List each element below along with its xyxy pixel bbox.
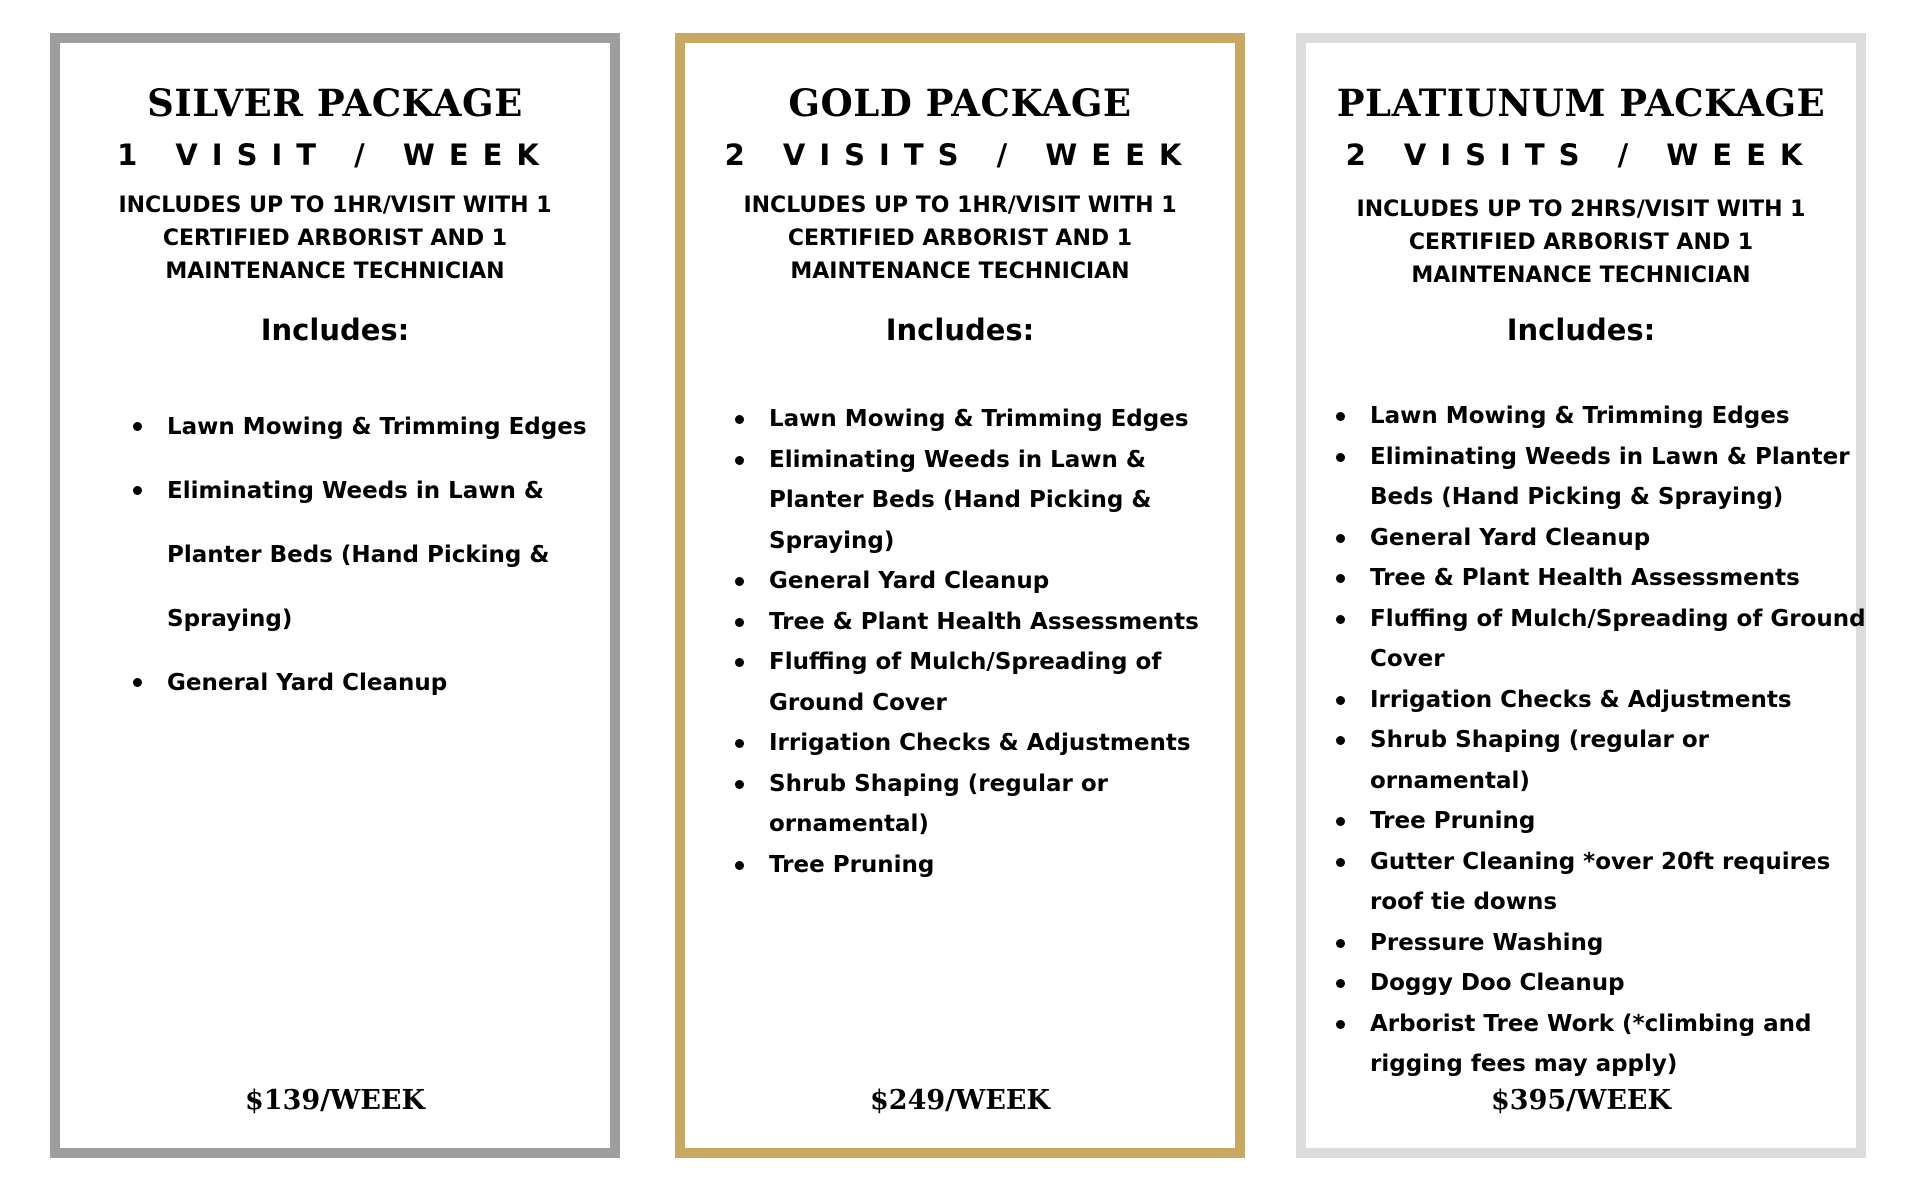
feature-item: Lawn Mowing & Trimming Edges bbox=[735, 399, 1235, 440]
package-title: GOLD PACKAGE bbox=[788, 81, 1132, 125]
includes-heading: Includes: bbox=[260, 313, 410, 347]
feature-item: Eliminating Weeds in Lawn & Planter Beds (Hand Picking & Spraying) bbox=[133, 459, 603, 651]
feature-item: Tree & Plant Health Assessments bbox=[735, 602, 1235, 643]
feature-item: Lawn Mowing & Trimming Edges bbox=[1336, 396, 1866, 437]
feature-item: Doggy Doo Cleanup bbox=[1336, 963, 1866, 1004]
platinum-package-card bbox=[1296, 33, 1866, 1158]
feature-item: Pressure Washing bbox=[1336, 923, 1866, 964]
feature-item: General Yard Cleanup bbox=[735, 561, 1235, 602]
feature-list bbox=[133, 395, 603, 715]
package-title: PLATIUNUM PACKAGE bbox=[1336, 81, 1826, 125]
package-description: INCLUDES UP TO 2HRS/VISIT WITH 1 CERTIFIED ARBORIST AND 1 MAINTENANCE TECHNICIAN bbox=[1356, 197, 1806, 288]
feature-item: Eliminating Weeds in Lawn & Planter Beds (Hand Picking & Spraying) bbox=[1336, 437, 1866, 518]
visit-frequency: 1 VISIT / WEEK bbox=[117, 138, 553, 172]
feature-item: Irrigation Checks & Adjustments bbox=[735, 723, 1235, 764]
feature-list bbox=[735, 399, 1235, 885]
feature-item: Shrub Shaping (regular or ornamental) bbox=[735, 764, 1235, 845]
feature-item: Lawn Mowing & Trimming Edges bbox=[133, 395, 603, 459]
feature-item: Tree & Plant Health Assessments bbox=[1336, 558, 1866, 599]
feature-item: Tree Pruning bbox=[735, 845, 1235, 886]
package-price: $249/WEEK bbox=[870, 1085, 1050, 1116]
package-price: $395/WEEK bbox=[1491, 1085, 1671, 1116]
feature-item: Shrub Shaping (regular or ornamental) bbox=[1336, 720, 1866, 801]
silver-package-card bbox=[50, 33, 620, 1158]
visit-frequency: 2 VISITS / WEEK bbox=[1345, 138, 1817, 172]
feature-item: Gutter Cleaning *over 20ft requires roof tie downs bbox=[1336, 842, 1866, 923]
visit-frequency: 2 VISITS / WEEK bbox=[724, 138, 1196, 172]
package-price: $139/WEEK bbox=[245, 1085, 425, 1116]
gold-package-card bbox=[675, 33, 1245, 1158]
feature-item: General Yard Cleanup bbox=[1336, 518, 1866, 559]
feature-item: Arborist Tree Work (*climbing and rigging fees may apply) bbox=[1336, 1004, 1866, 1085]
includes-heading: Includes: bbox=[885, 313, 1035, 347]
feature-item: Fluffing of Mulch/Spreading of Ground Cover bbox=[1336, 599, 1866, 680]
feature-item: Irrigation Checks & Adjustments bbox=[1336, 680, 1866, 721]
feature-item: Tree Pruning bbox=[1336, 801, 1866, 842]
feature-item: Fluffing of Mulch/Spreading of Ground Cover bbox=[735, 642, 1235, 723]
feature-item: Eliminating Weeds in Lawn & Planter Beds (Hand Picking & Spraying) bbox=[735, 440, 1235, 562]
package-title: SILVER PACKAGE bbox=[147, 81, 523, 125]
package-description: INCLUDES UP TO 1HR/VISIT WITH 1 CERTIFIED ARBORIST AND 1 MAINTENANCE TECHNICIAN bbox=[743, 193, 1177, 284]
feature-list bbox=[1336, 396, 1866, 1085]
feature-item: General Yard Cleanup bbox=[133, 651, 603, 715]
package-description: INCLUDES UP TO 1HR/VISIT WITH 1 CERTIFIED ARBORIST AND 1 MAINTENANCE TECHNICIAN bbox=[118, 193, 552, 284]
includes-heading: Includes: bbox=[1506, 313, 1656, 347]
